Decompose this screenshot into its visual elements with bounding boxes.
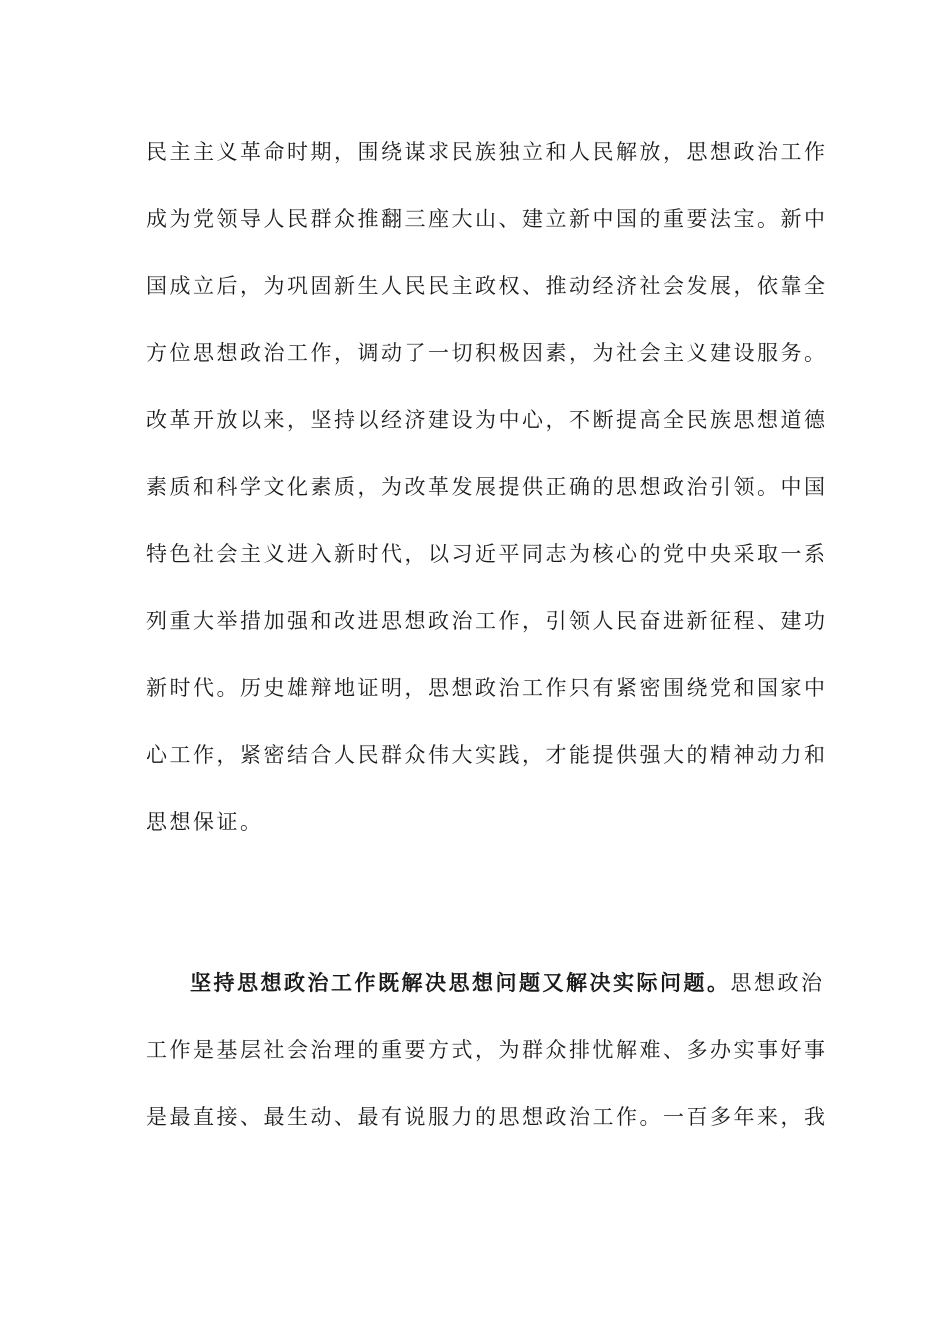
paragraph-history xyxy=(146,137,828,874)
paragraph-line: 国成立后，为巩固新生人民民主政权、推动经济社会发展，依靠全 xyxy=(146,274,828,298)
paragraph-line: 是最直接、最生动、最有说服力的思想政治工作。一百多年来，我 xyxy=(146,1105,828,1129)
paragraph-line: 工作是基层社会治理的重要方式，为群众排忧解难、多办实事好事 xyxy=(146,1038,828,1062)
paragraph-line: 新时代。历史雄辩地证明，思想政治工作只有紧密围绕党和国家中 xyxy=(146,676,828,700)
paragraph-practical-problems xyxy=(146,968,828,1169)
paragraph-line: 列重大举措加强和改进思想政治工作，引领人民奋进新征程、建功 xyxy=(146,609,828,633)
paragraph-line: 成为党领导人民群众推翻三座大山、建立新中国的重要法宝。新中 xyxy=(146,207,828,231)
paragraph-first-line xyxy=(146,968,825,1035)
paragraph-line: 改革开放以来，坚持以经济建设为中心，不断提高全民族思想道德 xyxy=(146,408,828,432)
paragraph-heading: 坚持思想政治工作既解决思想问题又解决实际问题。 xyxy=(190,970,731,995)
paragraph-line: 方位思想政治工作，调动了一切积极因素，为社会主义建设服务。 xyxy=(146,341,828,365)
paragraph-line: 心工作，紧密结合人民群众伟大实践，才能提供强大的精神动力和 xyxy=(146,743,828,767)
paragraph-line: 特色社会主义进入新时代，以习近平同志为核心的党中央采取一系 xyxy=(146,542,828,566)
paragraph-line: 民主主义革命时期，围绕谋求民族独立和人民解放，思想政治工作 xyxy=(146,140,828,164)
paragraph-line: 素质和科学文化素质，为改革发展提供正确的思想政治引领。中国 xyxy=(146,475,828,499)
paragraph-line: 思想保证。 xyxy=(146,810,264,834)
paragraph-first-line-rest: 思想政治 xyxy=(730,971,825,995)
